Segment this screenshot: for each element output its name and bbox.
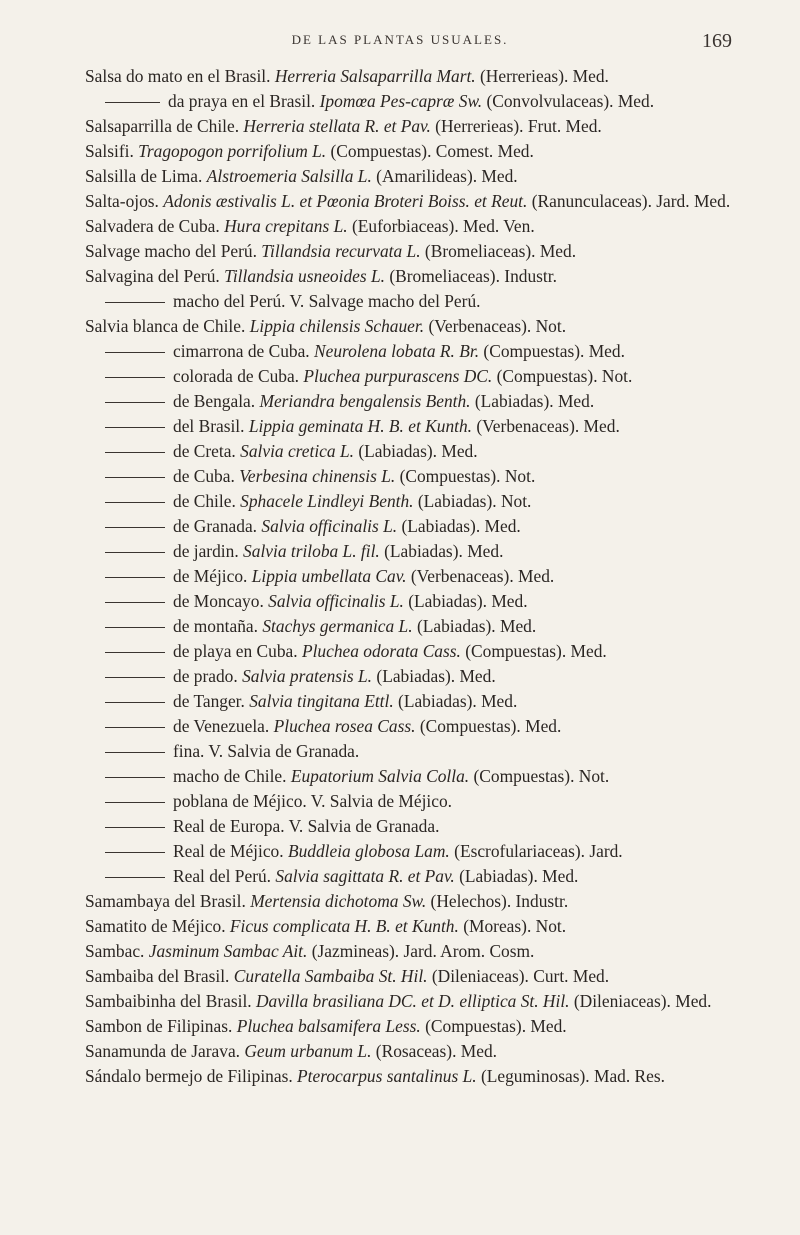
family-and-uses: (Verbenaceas). Med. xyxy=(410,566,555,586)
glossary-entry xyxy=(85,239,760,264)
common-name: macho del Perú. V. Salvage macho del Perú. xyxy=(173,291,481,311)
common-name: Salsaparrilla de Chile. xyxy=(85,116,240,136)
common-name: poblana de Méjico. V. Salvia de Méjico. xyxy=(173,791,452,811)
scientific-name: Salvia cretica L. xyxy=(240,441,354,461)
glossary-entry xyxy=(85,1014,760,1039)
glossary-entry xyxy=(85,214,760,239)
common-name: de playa en Cuba. xyxy=(173,641,298,661)
glossary-entry xyxy=(85,514,760,539)
family-and-uses: (Compuestas). Med. xyxy=(419,716,562,736)
glossary-entry xyxy=(85,564,760,589)
glossary-entry xyxy=(85,114,760,139)
family-and-uses: (Moreas). Not. xyxy=(463,916,567,936)
scientific-name: Geum urbanum L. xyxy=(244,1041,372,1061)
repeat-dash xyxy=(105,102,160,103)
scientific-name: Eupatorium Salvia Colla. xyxy=(290,766,470,786)
common-name: fina. V. Salvia de Granada. xyxy=(173,741,360,761)
scientific-name: Salvia sagittata R. et Pav. xyxy=(275,866,455,886)
glossary-entry xyxy=(85,714,760,739)
glossary-entry xyxy=(85,589,760,614)
repeat-dash xyxy=(105,677,165,678)
repeat-dash xyxy=(105,652,165,653)
family-and-uses: (Labiadas). Med. xyxy=(416,616,537,636)
family-and-uses: (Labiadas). Med. xyxy=(474,391,595,411)
common-name: Sambaiba del Brasil. xyxy=(85,966,230,986)
repeat-dash xyxy=(105,527,165,528)
repeat-dash xyxy=(105,602,165,603)
repeat-dash xyxy=(105,727,165,728)
common-name: Real de Europa. V. Salvia de Granada. xyxy=(173,816,440,836)
common-name: Sándalo bermejo de Filipinas. xyxy=(85,1066,293,1086)
common-name: de prado. xyxy=(173,666,238,686)
glossary-entry xyxy=(85,839,760,864)
common-name: de jardin. xyxy=(173,541,239,561)
family-and-uses: (Compuestas). Not. xyxy=(473,766,610,786)
scientific-name: Salvia officinalis L. xyxy=(261,516,398,536)
family-and-uses: (Labiadas). Med. xyxy=(398,691,518,711)
glossary-entry xyxy=(85,164,760,189)
family-and-uses: (Herrerieas). Frut. Med. xyxy=(435,116,602,136)
common-name: Sambon de Filipinas. xyxy=(85,1016,233,1036)
family-and-uses: (Rosaceas). Med. xyxy=(375,1041,498,1061)
glossary-entry xyxy=(85,1064,760,1089)
common-name: cimarrona de Cuba. xyxy=(173,341,310,361)
family-and-uses: (Leguminosas). Mad. Res. xyxy=(480,1066,665,1086)
scientific-name: Lippia chilensis Schauer. xyxy=(249,316,425,336)
repeat-dash xyxy=(105,777,165,778)
glossary-entry xyxy=(85,89,760,114)
glossary-entry xyxy=(85,364,760,389)
scientific-name: Tillandsia recurvata L. xyxy=(261,241,421,261)
family-and-uses: (Labiadas). Med. xyxy=(376,666,496,686)
repeat-dash xyxy=(105,477,165,478)
family-and-uses: (Jazmineas). Jard. Arom. Cosm. xyxy=(311,941,535,961)
common-name: de Creta. xyxy=(173,441,236,461)
common-name: de Venezuela. xyxy=(173,716,270,736)
family-and-uses: (Labiadas). Med. xyxy=(401,516,521,536)
family-and-uses: (Compuestas). Med. xyxy=(465,641,607,661)
common-name: de Moncayo. xyxy=(173,591,264,611)
glossary-entry xyxy=(85,414,760,439)
scientific-name: Tillandsia usneoides L. xyxy=(224,266,385,286)
family-and-uses: (Labiadas). Med. xyxy=(459,866,579,886)
family-and-uses: (Compuestas). Comest. Med. xyxy=(330,141,534,161)
common-name: Salvia blanca de Chile. xyxy=(85,316,246,336)
family-and-uses: (Bromeliaceas). Med. xyxy=(424,241,577,261)
repeat-dash xyxy=(105,852,165,853)
family-and-uses: (Compuestas). Med. xyxy=(483,341,625,361)
glossary-entry xyxy=(85,464,760,489)
repeat-dash xyxy=(105,427,165,428)
common-name: de montaña. xyxy=(173,616,258,636)
scientific-name: Sphacele Lindleyi Benth. xyxy=(240,491,414,511)
glossary-entry xyxy=(85,814,760,839)
glossary-entry xyxy=(85,539,760,564)
glossary-entry xyxy=(85,789,760,814)
scientific-name: Buddleia globosa Lam. xyxy=(287,841,450,861)
repeat-dash xyxy=(105,802,165,803)
common-name: Salsifi. xyxy=(85,141,134,161)
common-name: Samatito de Méjico. xyxy=(85,916,226,936)
common-name: Real de Méjico. xyxy=(173,841,284,861)
common-name: macho de Chile. xyxy=(173,766,287,786)
scientific-name: Meriandra bengalensis Benth. xyxy=(259,391,471,411)
common-name: Salsilla de Lima. xyxy=(85,166,203,186)
glossary-entry xyxy=(85,1039,760,1064)
scientific-name: Neurolena lobata R. Br. xyxy=(314,341,480,361)
scientific-name: Ficus complicata H. B. et Kunth. xyxy=(229,916,459,936)
repeat-dash xyxy=(105,502,165,503)
glossary-entry xyxy=(85,864,760,889)
common-name: de Méjico. xyxy=(173,566,248,586)
repeat-dash xyxy=(105,302,165,303)
common-name: Salvage macho del Perú. xyxy=(85,241,257,261)
common-name: de Cuba. xyxy=(173,466,235,486)
glossary-entry xyxy=(85,389,760,414)
common-name: Real del Perú. xyxy=(173,866,272,886)
family-and-uses: (Compuestas). Med. xyxy=(425,1016,567,1036)
family-and-uses: (Escrofulariaceas). Jard. xyxy=(454,841,623,861)
scientific-name: Pterocarpus santalinus L. xyxy=(297,1066,477,1086)
scientific-name: Alstroemeria Salsilla L. xyxy=(206,166,372,186)
common-name: de Chile. xyxy=(173,491,236,511)
glossary-entry xyxy=(85,489,760,514)
scientific-name: Hura crepitans L. xyxy=(224,216,348,236)
glossary-entry xyxy=(85,689,760,714)
glossary-entry xyxy=(85,639,760,664)
scientific-name: Tragopogon porrifolium L. xyxy=(138,141,327,161)
glossary-entry xyxy=(85,289,760,314)
glossary-entry xyxy=(85,739,760,764)
scientific-name: Pluchea purpurascens DC. xyxy=(303,366,493,386)
repeat-dash xyxy=(105,552,165,553)
scientific-name: Pluchea balsamifera Less. xyxy=(236,1016,421,1036)
common-name: Salta-ojos. xyxy=(85,191,159,211)
common-name: Salvagina del Perú. xyxy=(85,266,220,286)
glossary-entry xyxy=(85,614,760,639)
scientific-name: Adonis æstivalis L. et Pœonia Broteri Boiss. et Reut. xyxy=(163,191,528,211)
common-name: del Brasil. xyxy=(173,416,245,436)
scientific-name: Curatella Sambaiba St. Hil. xyxy=(233,966,428,986)
family-and-uses: (Ranunculaceas). Jard. Med. xyxy=(531,191,731,211)
glossary-entry xyxy=(85,439,760,464)
family-and-uses: (Labiadas). Med. xyxy=(408,591,528,611)
family-and-uses: (Dileniaceas). Curt. Med. xyxy=(431,966,610,986)
glossary-entry xyxy=(85,339,760,364)
glossary-entry xyxy=(85,664,760,689)
glossary-entry xyxy=(85,964,760,989)
family-and-uses: (Verbenaceas). Not. xyxy=(428,316,567,336)
scientific-name: Salvia pratensis L. xyxy=(242,666,373,686)
page-number: 169 xyxy=(702,30,732,52)
family-and-uses: (Herrerieas). Med. xyxy=(480,66,609,86)
scientific-name: Pluchea rosea Cass. xyxy=(273,716,416,736)
repeat-dash xyxy=(105,377,165,378)
common-name: Sanamunda de Jarava. xyxy=(85,1041,241,1061)
scientific-name: Davilla brasiliana DC. et D. elliptica St. Hil. xyxy=(256,991,570,1011)
repeat-dash xyxy=(105,702,165,703)
repeat-dash xyxy=(105,352,165,353)
common-name: Samambaya del Brasil. xyxy=(85,891,246,911)
family-and-uses: (Labiadas). Med. xyxy=(384,541,504,561)
common-name: de Bengala. xyxy=(173,391,256,411)
scientific-name: Lippia umbellata Cav. xyxy=(251,566,407,586)
glossary-entry xyxy=(85,64,760,89)
common-name: Salvadera de Cuba. xyxy=(85,216,220,236)
repeat-dash xyxy=(105,827,165,828)
common-name: Salsa do mato en el Brasil. xyxy=(85,66,271,86)
family-and-uses: (Compuestas). Not. xyxy=(399,466,536,486)
glossary-entry xyxy=(85,914,760,939)
glossary-entry xyxy=(85,314,760,339)
repeat-dash xyxy=(105,627,165,628)
repeat-dash xyxy=(105,402,165,403)
scientific-name: Salvia officinalis L. xyxy=(268,591,404,611)
family-and-uses: (Dileniaceas). Med. xyxy=(573,991,712,1011)
family-and-uses: (Euforbiaceas). Med. Ven. xyxy=(351,216,535,236)
glossary-entry xyxy=(85,264,760,289)
family-and-uses: (Verbenaceas). Med. xyxy=(476,416,620,436)
family-and-uses: (Labiadas). Med. xyxy=(358,441,478,461)
repeat-dash xyxy=(105,877,165,878)
repeat-dash xyxy=(105,752,165,753)
scientific-name: Herreria Salsaparrilla Mart. xyxy=(274,66,476,86)
family-and-uses: (Convolvulaceas). Med. xyxy=(486,91,655,111)
glossary-entry xyxy=(85,989,760,1014)
scientific-name: Salvia triloba L. fil. xyxy=(243,541,380,561)
scientific-name: Stachys germanica L. xyxy=(262,616,413,636)
common-name: colorada de Cuba. xyxy=(173,366,300,386)
common-name: Sambac. xyxy=(85,941,145,961)
glossary-entry xyxy=(85,189,760,214)
scientific-name: Mertensia dichotoma Sw. xyxy=(250,891,427,911)
glossary-entry xyxy=(85,139,760,164)
family-and-uses: (Amarilideas). Med. xyxy=(376,166,518,186)
family-and-uses: (Bromeliaceas). Industr. xyxy=(389,266,557,286)
scientific-name: Salvia tingitana Ettl. xyxy=(249,691,394,711)
scientific-name: Jasminum Sambac Ait. xyxy=(148,941,308,961)
scientific-name: Herreria stellata R. et Pav. xyxy=(243,116,431,136)
running-head: DE LAS PLANTAS USUALES. xyxy=(291,32,509,47)
family-and-uses: (Compuestas). Not. xyxy=(496,366,633,386)
glossary-entry xyxy=(85,939,760,964)
glossary-entry xyxy=(85,889,760,914)
family-and-uses: (Helechos). Industr. xyxy=(430,891,569,911)
common-name: de Granada. xyxy=(173,516,258,536)
family-and-uses: (Labiadas). Not. xyxy=(417,491,532,511)
common-name: Sambaibinha del Brasil. xyxy=(85,991,252,1011)
entry-list xyxy=(85,64,760,1089)
common-name: de Tanger. xyxy=(173,691,245,711)
common-name: da praya en el Brasil. xyxy=(168,91,316,111)
scientific-name: Lippia geminata H. B. et Kunth. xyxy=(248,416,473,436)
scientific-name: Ipomœa Pes-capræ Sw. xyxy=(319,91,483,111)
repeat-dash xyxy=(105,452,165,453)
repeat-dash xyxy=(105,577,165,578)
glossary-entry xyxy=(85,764,760,789)
scientific-name: Verbesina chinensis L. xyxy=(239,466,396,486)
scientific-name: Pluchea odorata Cass. xyxy=(301,641,461,661)
